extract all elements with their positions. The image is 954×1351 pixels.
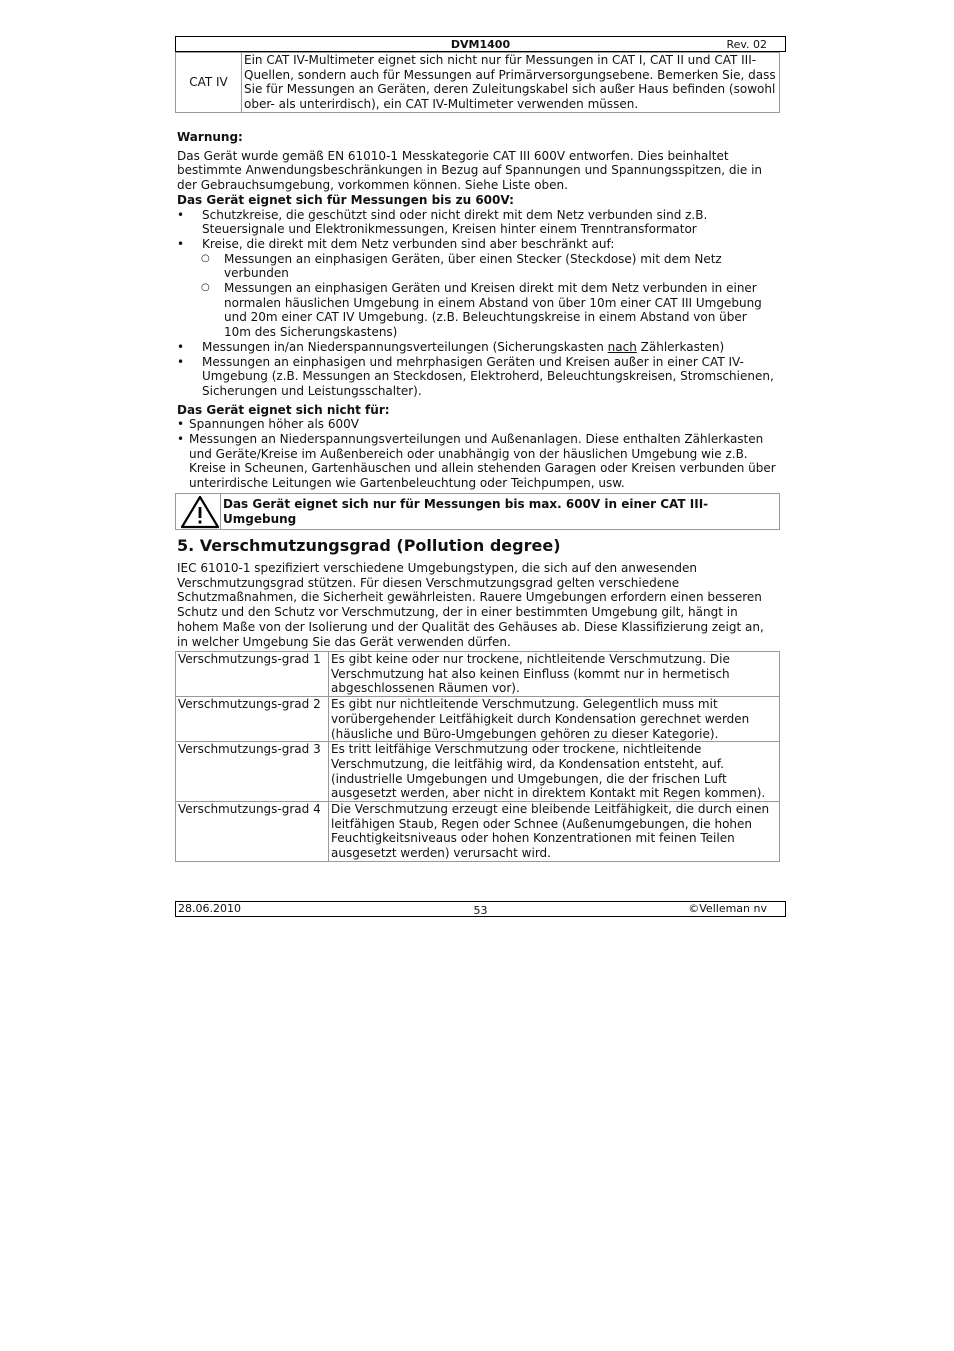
pollution-key: Verschmutzungs-grad 1	[176, 652, 329, 697]
page-number: 53	[473, 904, 488, 917]
list-item: • Kreise, die direkt mit dem Netz verbunden sind aber beschränkt auf:	[177, 236, 615, 251]
warning-box	[175, 493, 780, 530]
warning-box-text: Das Gerät eignet sich nur für Messungen bis max. 600V in einer CAT III-Umgebung	[223, 497, 709, 526]
suitable-title: Das Gerät eignet sich für Messungen bis zu 600V:	[177, 192, 514, 207]
pollution-value: Es gibt nur nichtleitende Verschmutzung. Gelegentlich muss mit vorübergehender Leitfähigkeit durch Kondensation gerechnet werden (häusliche und Büro-Umgebungen gehören zu dieser Kategorie).	[329, 697, 780, 742]
table-row	[176, 652, 780, 697]
cat-iv-table	[175, 52, 780, 113]
pollution-table	[175, 651, 780, 862]
suitable-list	[177, 208, 777, 399]
list-item: • Messungen in/an Niederspannungsverteilungen (Sicherungskasten nach Zählerkasten)	[177, 339, 725, 354]
pollution-key: Verschmutzungs-grad 2	[176, 697, 329, 742]
section-title: 5. Verschmutzungsgrad (Pollution degree)	[177, 536, 561, 555]
list-item: • Messungen an Niederspannungsverteilungen und Außenanlagen. Diese enthalten Zählerkasten und Geräte/Kreise im Außenbereich oder unabhängig von der häuslichen Umgebung wie z.B. Kreise in Scheunen, Gartenhäuschen und allein stehenden Garagen oder Kreisen verbunden über unterirdische Leitungen wie Gartenbeleuchtung oder Teichpumpen, usw.	[177, 432, 776, 491]
table-row	[176, 742, 780, 802]
list-item: ○ Messungen an einphasigen Geräten und Kreisen direkt mit dem Netz verbunden in einer normalen häuslichen Umgebung in einem Abstand von über 10m einer CAT III Umgebung und 20m einer CAT IV Umgebung. (z.B. Beleuchtungskreise in einem Abstand von über 10m des Sicherungskastens)	[201, 281, 762, 340]
warning-text: Das Gerät wurde gemäß EN 61010-1 Messkategorie CAT III 600V entworfen. Dies beinhaltet bestimmte Anwendungsbeschränkungen in Bezug auf Spannungen und Spannungsspitzen, die in der Gebrauchsumgebung, vorkommen können. Siehe Liste oben.	[177, 148, 763, 193]
pollution-value: Es gibt keine oder nur trockene, nichtleitende Verschmutzung. Die Verschmutzung hat also keinen Einfluss (kommt nur in hermetisch abgeschlossenen Räumen vor).	[329, 652, 780, 697]
page-footer	[175, 901, 786, 917]
pollution-value: Es tritt leitfähige Verschmutzung oder trockene, nichtleitende Verschmutzung, die leitfähig wird, da Kondensation entsteht, auf. (industrielle Umgebungen und Umgebungen, die der frischen Luft ausgesetzt werden, aber nicht in direktem Kontakt mit Regen kommen).	[329, 742, 780, 802]
header-model: DVM1400	[450, 38, 511, 51]
pollution-key: Verschmutzungs-grad 4	[176, 802, 329, 862]
page-header	[175, 36, 786, 52]
header-revision: Rev. 02	[726, 38, 767, 51]
footer-copyright: ©Velleman nv	[688, 902, 767, 915]
warning-title: Warnung:	[177, 130, 243, 144]
section-intro: IEC 61010-1 spezifiziert verschiedene Umgebungstypen, die sich auf den anwesenden Verschmutzungsgrad stützen. Für diesen Verschmutzungsgrad gelten verschiedene Schutzmaßnahmen, die Sicherheit gewährleisten. Rauere Umgebungen erfordern einen besseren Schutz und den Schutz vor Verschmutzung, der in einer bestimmten Umgebung gilt, hängt in hohem Maße von der Isolierung und der Qualität des Gehäuses ab. Diese Klassifizierung zeigt an, in welcher Umgebung Sie das Gerät verwenden dürfen.	[177, 561, 764, 649]
pollution-value: Die Verschmutzung erzeugt eine bleibende Leitfähigkeit, die durch einen leitfähigen Staub, Regen oder Schnee (Außenumgebungen, die hohen Feuchtigkeitsniveaus oder hohen Konzentrationen mit feinen Teilen ausgesetzt werden) verursacht wird.	[329, 802, 780, 862]
table-row	[176, 802, 780, 862]
pollution-key: Verschmutzungs-grad 3	[176, 742, 329, 802]
not-suitable-title: Das Gerät eignet sich nicht für:	[177, 402, 390, 417]
list-item: • Schutzkreise, die geschützt sind oder nicht direkt mit dem Netz verbunden sind z.B. Steuersignale und Elektronikmessungen, Kreisen hinter einem Trenntransformator	[177, 207, 708, 237]
warning-triangle-icon	[180, 495, 220, 529]
table-row	[176, 697, 780, 742]
list-item: • Messungen an einphasigen und mehrphasigen Geräten und Kreisen außer in einer CAT IV-Umgebung (z.B. Messungen an Steckdosen, Elektroherd, Beleuchtungskreisen, Stromschienen, Sicherungen und Leistungsschalter).	[177, 354, 774, 398]
not-suitable-list	[177, 417, 777, 491]
footer-date: 28.06.2010	[178, 902, 241, 915]
table-row	[176, 53, 780, 113]
warning-section	[177, 130, 777, 491]
list-item: ○ Messungen an einphasigen Geräten, über einen Stecker (Steckdose) mit dem Netz verbunden	[201, 251, 722, 281]
cat-key: CAT IV	[176, 53, 242, 113]
cat-description: Ein CAT IV-Multimeter eignet sich nicht nur für Messungen in CAT I, CAT II und CAT III-Quellen, sondern auch für Messungen auf Primärversorgungsebene. Bemerken Sie, dass Sie für Messungen an Geräten, deren Zuleitungskabel sich außer Haus befinden (sowohl ober- als unterirdisch), ein CAT IV-Multimeter verwenden müssen.	[242, 53, 780, 113]
list-item: • Spannungen höher als 600V	[177, 417, 359, 432]
